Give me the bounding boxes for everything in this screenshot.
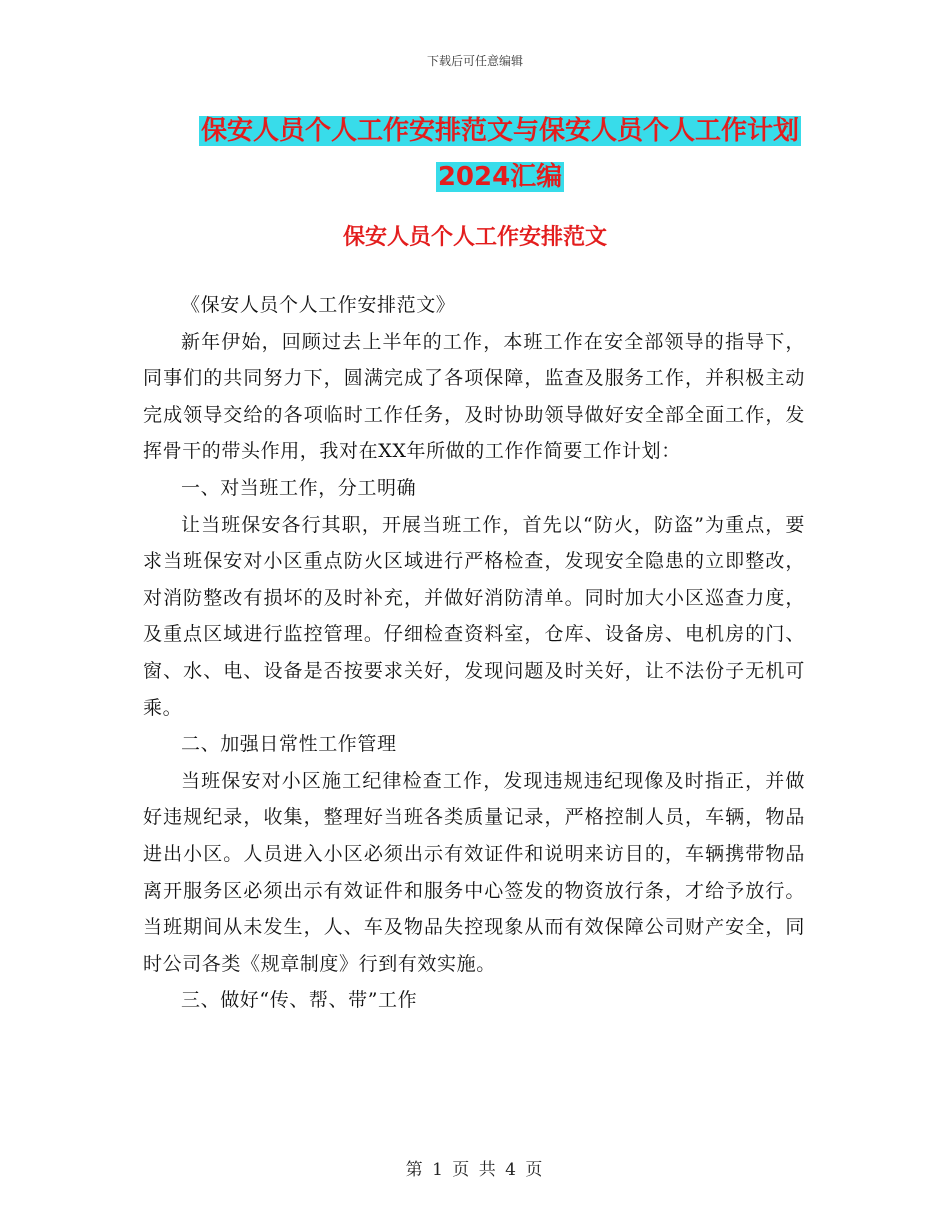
paragraph-intro: 新年伊始，回顾过去上半年的工作，本班工作在安全部领导的指导下，同事们的共同努力下，圆满完成了各项保障，监查及服务工作，并积极主动完成领导交给的各项临时工作任务，及时协助领导做好安全部全面工作，发挥骨干的带头作用，我对在XX年所做的工作作简要工作计划： [143, 330, 805, 463]
title-line-1: 保安人员个人工作安排范文与保安人员个人工作计划 [200, 116, 799, 146]
paragraph-doc-name: 《保安人员个人工作安排范文》 [181, 294, 456, 316]
heading-2: 二、加强日常性工作管理 [181, 733, 397, 756]
paragraph-1: 让当班保安各行其职，开展当班工作，首先以“防火，防盗”为重点，要求当班保安对小区重点防火区域进行严格检查，发现安全隐患的立即整改，对消防整改有损坏的及时补充，并做好消防清单。同时加大小区巡查力度，及重点区域进行监控管理。仔细检查资料室，仓库、设备房、电机房的门、窗、水、电、设备是否按要求关好，发现问题及时关好，让不法份子无机可乘。 [143, 513, 805, 719]
header-note: 下载后可任意编辑 [426, 54, 523, 68]
section-title: 保安人员个人工作安排范文 [342, 225, 607, 250]
page-footer: 第 1 页 共 4 页 [405, 1160, 545, 1180]
title-line-2: 2024汇编 [437, 162, 563, 192]
heading-1: 一、对当班工作，分工明确 [181, 476, 417, 499]
document-title [150, 108, 850, 200]
paragraph-2: 当班保安对小区施工纪律检查工作，发现违规违纪现像及时指正，并做好违规纪录，收集，整理好当班各类质量记录，严格控制人员，车辆，物品进出小区。人员进入小区必须出示有效证件和说明来访目的，车辆携带物品离开服务区必须出示有效证件和服务中心签发的物资放行条，才给予放行。当班期间从未发生，人、车及物品失控现象从而有效保障公司财产安全，同时公司各类《规章制度》行到有效实施。 [143, 769, 805, 975]
document-body [143, 287, 805, 1019]
heading-3: 三、做好“传、帮、带”工作 [181, 989, 418, 1012]
